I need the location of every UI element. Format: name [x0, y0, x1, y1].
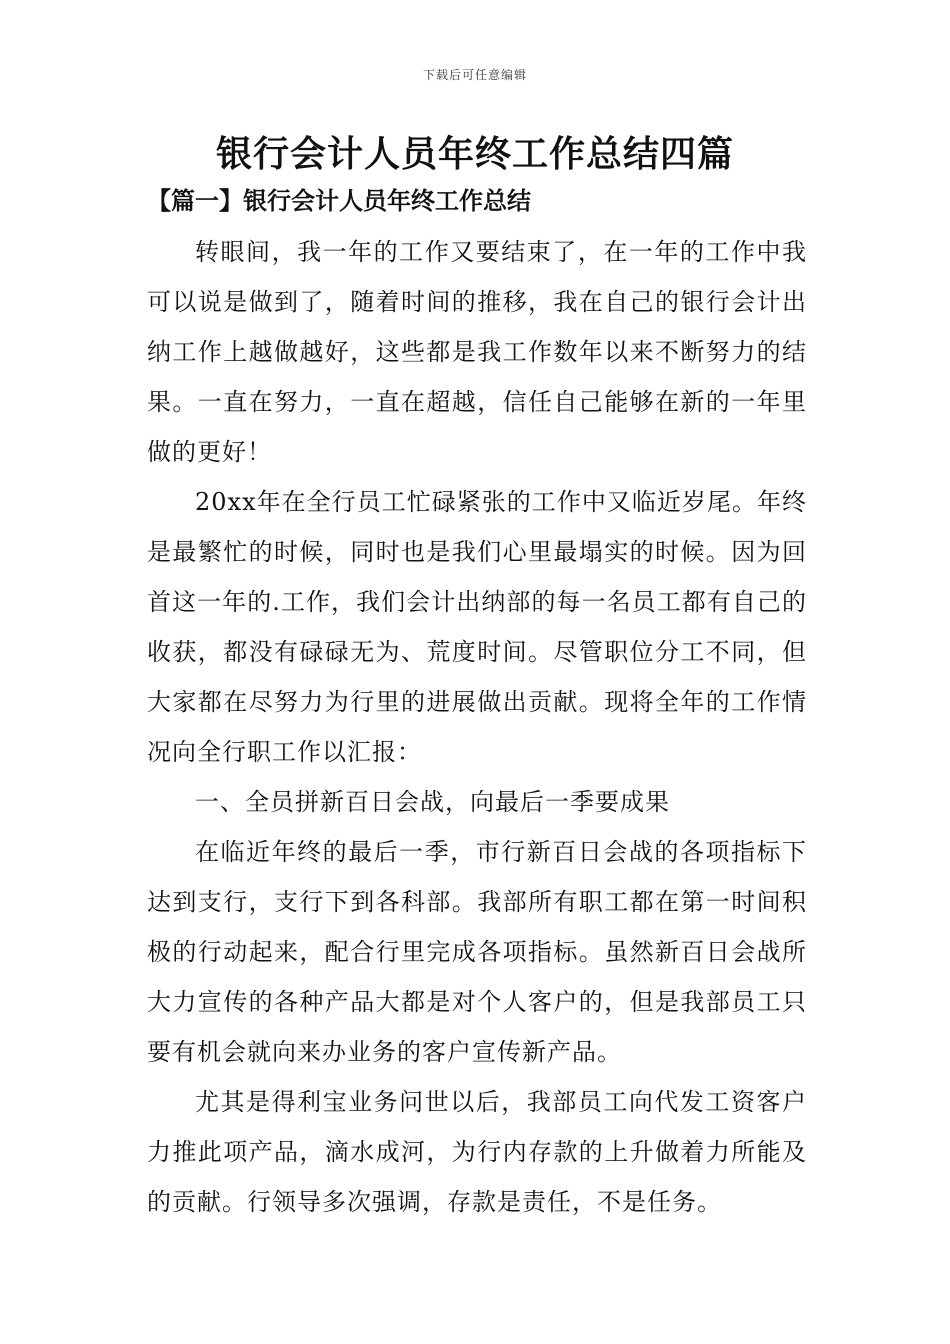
document-body: [147, 227, 807, 1227]
header-note: 下载后可任意编辑: [422, 68, 527, 82]
paragraph: 一、全员拼新百日会战，向最后一季要成果: [195, 788, 670, 816]
paragraph: 20xx年在全行员工忙碌紧张的工作中又临近岁尾。年终是最繁忙的时候，同时也是我们心里最塌实的时候。因为回首这一年的.工作，我们会计出纳部的每一名员工都有自己的收获，都没有碌碌无为、荒度时间。尽管职位分工不同，但大家都在尽努力为行里的进展做出贡献。现将全年的工作情况向全行职工作以汇报：: [147, 488, 807, 766]
paragraph: 尤其是得利宝业务问世以后，我部员工向代发工资客户力推此项产品，滴水成河，为行内存款的上升做着力所能及的贡献。行领导多次强调，存款是责任，不是任务。: [147, 1088, 807, 1216]
section-heading: 【篇一】银行会计人员年终工作总结: [147, 186, 531, 215]
document-title: 银行会计人员年终工作总结四篇: [215, 134, 734, 175]
paragraph: 转眼间，我一年的工作又要结束了，在一年的工作中我可以说是做到了，随着时间的推移，我在自己的银行会计出纳工作上越做越好，这些都是我工作数年以来不断努力的结果。一直在努力，一直在超越，信任自己能够在新的一年里做的更好！: [147, 238, 807, 466]
paragraph: 在临近年终的最后一季，市行新百日会战的各项指标下达到支行，支行下到各科部。我部所有职工都在第一时间积极的行动起来，配合行里完成各项指标。虽然新百日会战所大力宣传的各种产品大都是对个人客户的，但是我部员工只要有机会就向来办业务的客户宣传新产品。: [147, 838, 807, 1066]
